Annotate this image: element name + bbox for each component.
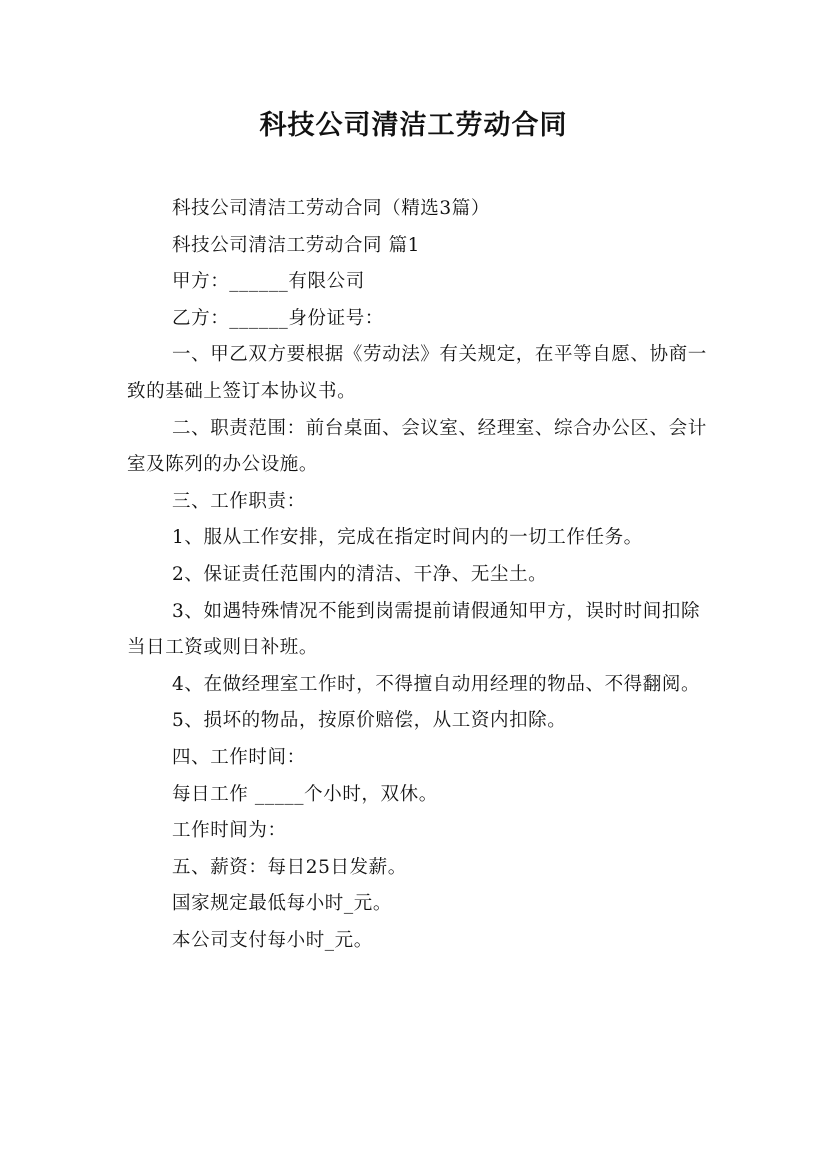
paragraph: 3、如遇特殊情况不能到岗需提前请假通知甲方，误时时间扣除当日工资或则日补班。 bbox=[127, 600, 701, 659]
paragraph: 每日工作 _____个小时，双休。 bbox=[172, 783, 438, 805]
paragraph: 工作时间为： bbox=[172, 820, 287, 842]
paragraph: 一、甲乙双方要根据《劳动法》有关规定，在平等自愿、协商一致的基础上签订本协议书。 bbox=[127, 344, 707, 402]
document-body bbox=[127, 191, 707, 959]
paragraph: 四、工作时间： bbox=[172, 746, 306, 768]
paragraph: 科技公司清洁工劳动合同 篇1 bbox=[172, 234, 421, 256]
paragraph: 乙方：______身份证号： bbox=[172, 307, 384, 329]
paragraph: 本公司支付每小时_元。 bbox=[172, 929, 373, 951]
paragraph: 2、保证责任范围内的清洁、干净、无尘土。 bbox=[172, 563, 548, 585]
paragraph: 科技公司清洁工劳动合同（精选3篇） bbox=[172, 198, 490, 219]
paragraph: 五、薪资：每日25日发薪。 bbox=[172, 856, 407, 878]
paragraph: 国家规定最低每小时_元。 bbox=[172, 893, 392, 915]
paragraph: 4、在做经理室工作时，不得擅自动用经理的物品、不得翻阅。 bbox=[172, 673, 701, 695]
paragraph: 二、职责范围：前台桌面、会议室、经理室、综合办公区、会计室及陈列的办公设施。 bbox=[127, 417, 707, 476]
document-title: 科技公司清洁工劳动合同 bbox=[259, 110, 568, 141]
paragraph: 5、损坏的物品，按原价赔偿，从工资内扣除。 bbox=[172, 710, 567, 732]
paragraph: 三、工作职责： bbox=[172, 490, 306, 512]
paragraph: 甲方：______有限公司 bbox=[172, 271, 365, 293]
paragraph: 1、服从工作安排，完成在指定时间内的一切工作任务。 bbox=[172, 527, 643, 549]
